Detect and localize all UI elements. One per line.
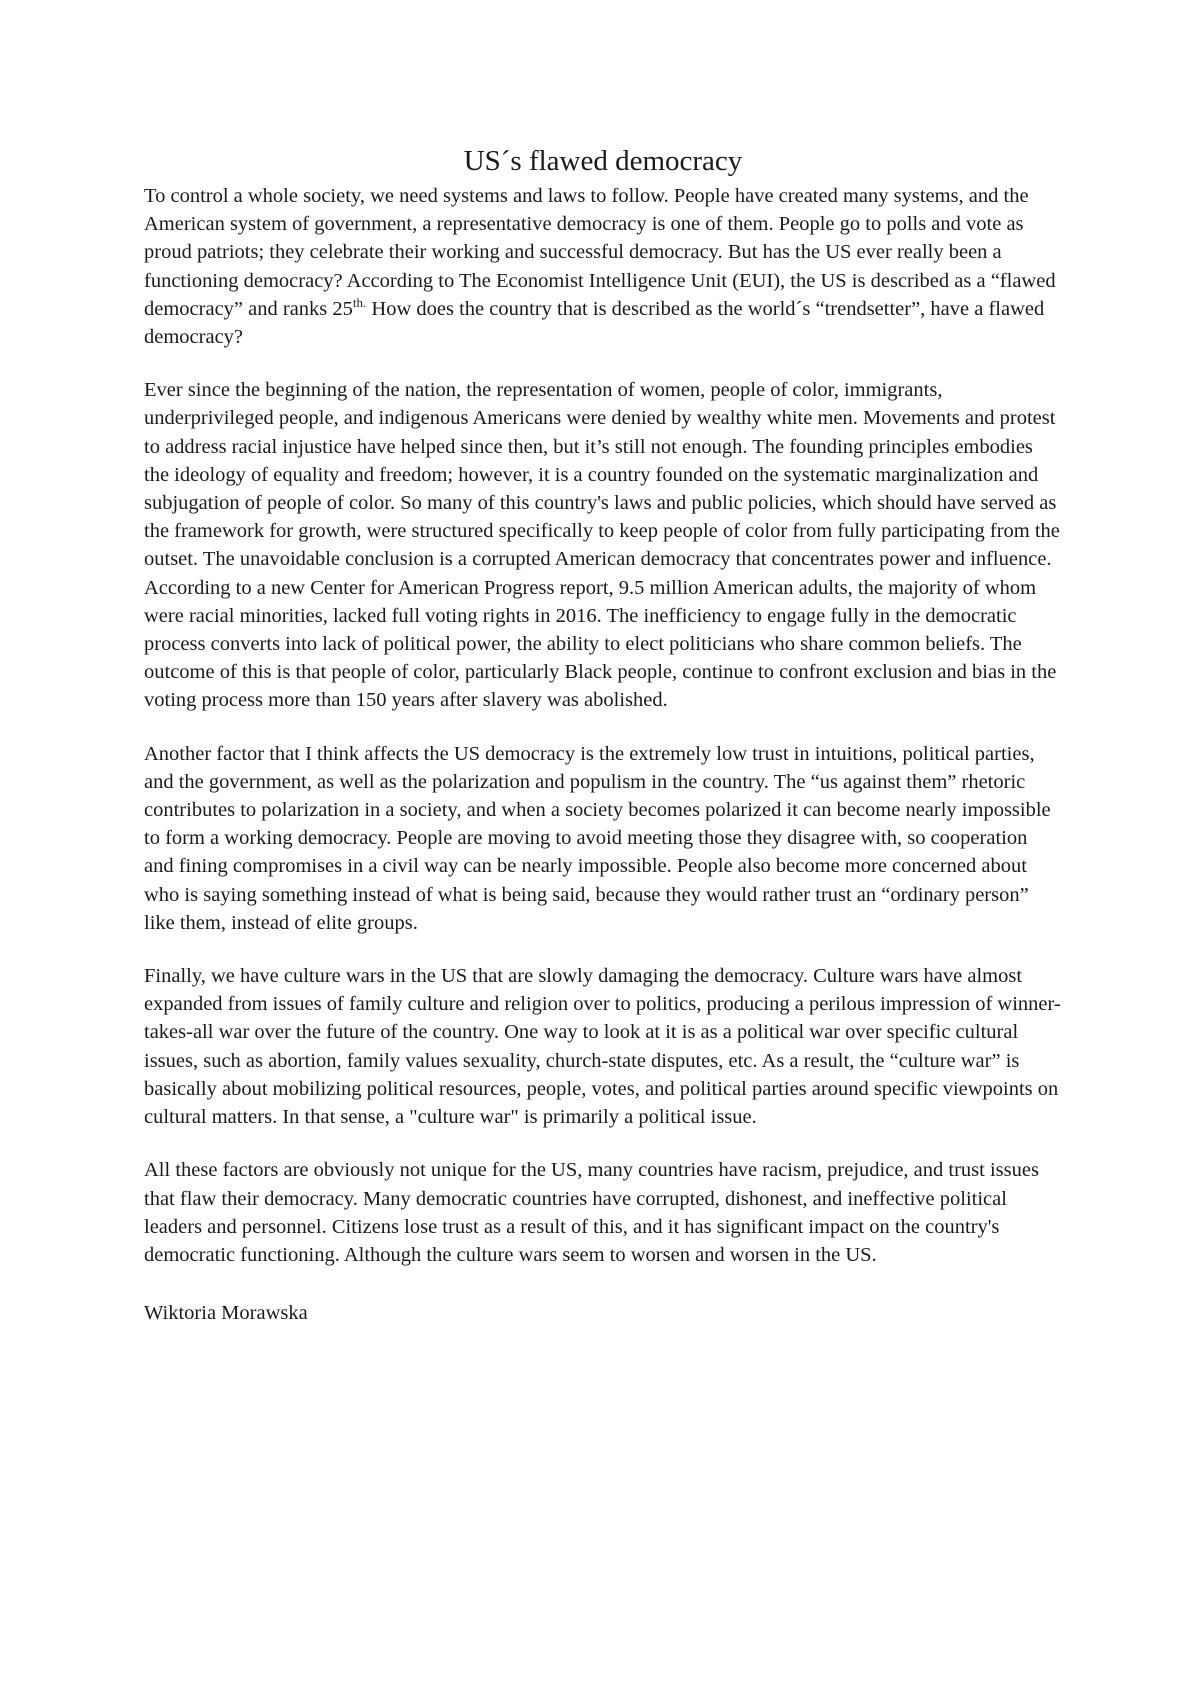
- author-name: Wiktoria Morawska: [144, 1302, 308, 1325]
- paragraph-trust: Another factor that I think affects the US democracy is the extremely low trust in intuitions, political parties, and the government, as well as the polarization and populism in the country. The “us against them” rhetoric contributes to polarization in a society, and when a society becomes polarized it can become nearly impossible to form a working democracy. People are moving to avoid meeting those they disagree with, so cooperation and fining compromises in a civil way can be nearly impossible. People also become more concerned about who is saying something instead of what is being said, because they would rather trust an “ordinary person” like them, instead of elite groups.: [144, 742, 1051, 934]
- paragraph-intro-text: To control a whole society, we need systems and laws to follow. People have created many systems, and the American system of government, a representative democracy is one of them. People go to polls and vote as proud patriots; they celebrate their working and successful democracy. But has the US ever really been a functioning democracy? According to The Economist Intelligence Unit (EUI), the US is described as a “flawed democracy” and ranks 25: [144, 185, 1056, 320]
- paragraph-intro-text-cont: How does the country that is described as the world´s “trendsetter”, have a flawed democracy?: [144, 297, 1045, 349]
- ordinal-suffix: th.: [352, 294, 367, 310]
- paragraph-conclusion: All these factors are obviously not unique for the US, many countries have racism, prejudice, and trust issues that flaw their democracy. Many democratic countries have corrupted, dishonest, and ineffective political leaders and personnel. Citizens lose trust as a result of this, and it has significant impact on the country's democratic functioning. Although the culture wars seem to worsen and worsen in the US.: [144, 1159, 1039, 1266]
- paragraph-intro: [144, 182, 1062, 351]
- document-title: US´s flawed democracy: [463, 145, 743, 177]
- paragraph-culture-wars: Finally, we have culture wars in the US that are slowly damaging the democracy. Culture wars have almost expanded from issues of family culture and religion over to politics, producing a perilous impression of winner-takes-all war over the future of the country. One way to look at it is as a political war over specific cultural issues, such as abortion, family values sexuality, church-state disputes, etc. As a result, the “culture war” is basically about mobilizing political resources, people, votes, and political parties around specific viewpoints on cultural matters. In that sense, a "culture war" is primarily a political issue.: [144, 965, 1061, 1129]
- paragraph-history: Ever since the beginning of the nation, the representation of women, people of color, immigrants, underprivileged people, and indigenous Americans were denied by wealthy white men. Movements and protest to address racial injustice have helped since then, but it’s still not enough. The founding principles embodies the ideology of equality and freedom; however, it is a country founded on the systematic marginalization and subjugation of people of color. So many of this country's laws and public policies, which should have served as the framework for growth, were structured specifically to keep people of color from fully participating from the outset. The unavoidable conclusion is a corrupted American democracy that concentrates power and influence. According to a new Center for American Progress report, 9.5 million American adults, the majority of whom were racial minorities, lacked full voting rights in 2016. The inefficiency to engage fully in the democratic process converts into lack of political power, the ability to elect politicians who share common beliefs. The outcome of this is that people of color, particularly Black people, continue to confront exclusion and bias in the voting process more than 150 years after slavery was abolished.: [144, 379, 1060, 712]
- document-body: [144, 142, 1062, 1327]
